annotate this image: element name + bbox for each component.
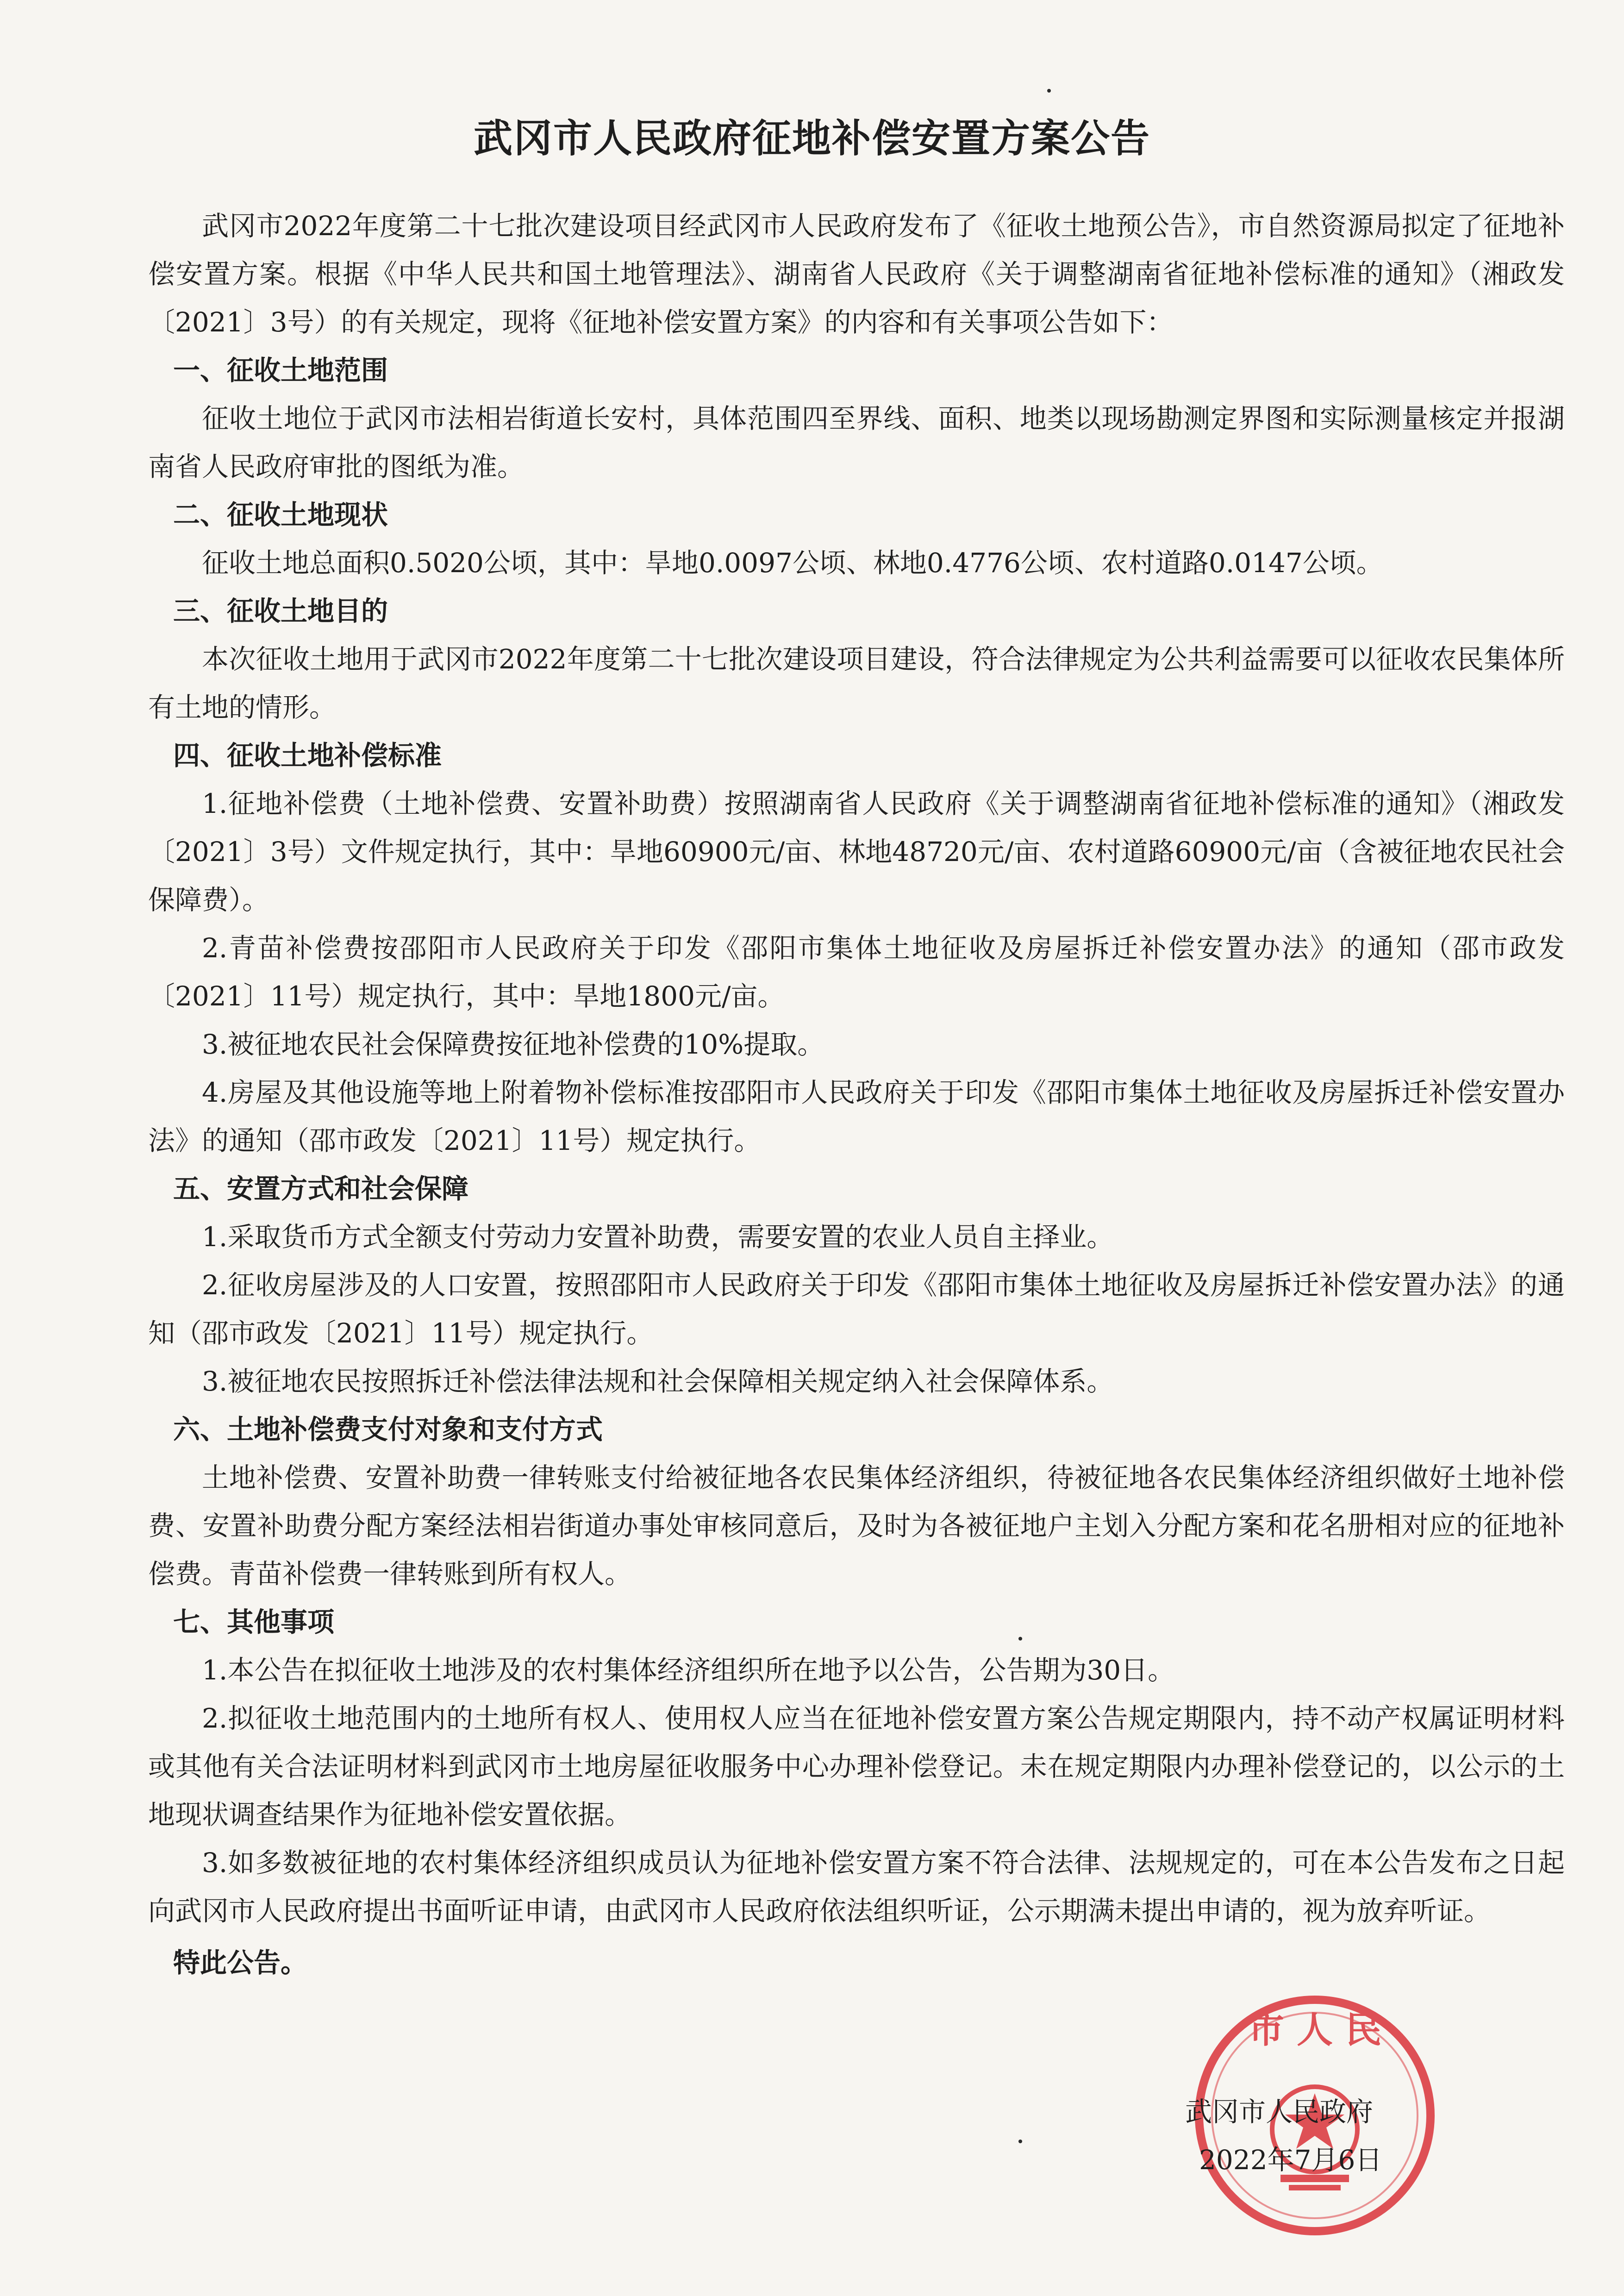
document-title: 武冈市人民政府征地补偿安置方案公告 bbox=[473, 116, 1150, 161]
intro-paragraph: 武冈市2022年度第二十七批次建设项目经武冈市人民政府发布了《征收土地预公告》，市自然资源局拟定了征地补偿安置方案。根据《中华人民共和国土地管理法》、湖南省人民政府《关于调整湖南省征地补偿标准的通知》（湘政发〔2021〕3号）的有关规定，现将《征地补偿安置方案》的内容和有关事项公告如下： bbox=[148, 210, 1565, 338]
section-4-paragraph-4: 4.房屋及其他设施等地上附着物补偿标准按邵阳市人民政府关于印发《邵阳市集体土地征收及房屋拆迁补偿安置办法》的通知（邵市政发〔2021〕11号）规定执行。 bbox=[148, 1077, 1565, 1156]
section-5-paragraph-2: 2.征收房屋涉及的人口安置，按照邵阳市人民政府关于印发《邵阳市集体土地征收及房屋拆迁补偿安置办法》的通知（邵市政发〔2021〕11号）规定执行。 bbox=[148, 1269, 1565, 1349]
section-7-paragraph-3: 3.如多数被征地的农村集体经济组织成员认为征地补偿安置方案不符合法律、法规规定的，可在本公告发布之日起向武冈市人民政府提出书面听证申请，由武冈市人民政府依法组织听证，公示期满未提出申请的，视为放弃听证。 bbox=[148, 1847, 1565, 1927]
section-5-paragraph-1: 1.采取货币方式全额支付劳动力安置补助费，需要安置的农业人员自主择业。 bbox=[202, 1221, 1114, 1253]
svg-text:市 人 民: 市 人 民 bbox=[1248, 2009, 1382, 2051]
section-4-paragraph-1: 1.征地补偿费（土地补偿费、安置补助费）按照湖南省人民政府《关于调整湖南省征地补偿标准的通知》（湘政发〔2021〕3号）文件规定执行，其中：旱地60900元/亩、林地48720元/亩、农村道路60900元/亩（含被征地农民社会保障费）。 bbox=[148, 788, 1565, 916]
scan-speck-1 bbox=[1047, 89, 1051, 93]
section-6-paragraph-1: 土地补偿费、安置补助费一律转账支付给被征地各农民集体经济组织，待被征地各农民集体经济组织做好土地补偿费、安置补助费分配方案经法相岩街道办事处审核同意后，及时为各被征地户主划入分配方案和花名册相对应的征地补偿费。青苗补偿费一律转账到所有权人。 bbox=[148, 1462, 1565, 1590]
signature-block bbox=[1185, 2088, 1382, 2184]
section-7-paragraph-2: 2.拟征收土地范围内的土地所有权人、使用权人应当在征地补偿安置方案公告规定期限内，持不动产权属证明材料或其他有关合法证明材料到武冈市土地房屋征收服务中心办理补偿登记。未在规定期限内办理补偿登记的，以公示的土地现状调查结果作为征地补偿安置依据。 bbox=[148, 1703, 1565, 1830]
section-heading-7: 七、其他事项 bbox=[173, 1606, 335, 1638]
document-body bbox=[148, 202, 1565, 1987]
section-5-paragraph-3: 3.被征地农民按照拆迁补偿法律法规和社会保障相关规定纳入社会保障体系。 bbox=[202, 1366, 1114, 1397]
section-3-paragraph-1: 本次征收土地用于武冈市2022年度第二十七批次建设项目建设，符合法律规定为公共利益需要可以征收农民集体所有土地的情形。 bbox=[148, 643, 1565, 723]
issue-date: 2022年7月6日 bbox=[1199, 2144, 1382, 2176]
section-4-paragraph-2: 2.青苗补偿费按邵阳市人民政府关于印发《邵阳市集体土地征收及房屋拆迁补偿安置办法》的通知（邵市政发〔2021〕11号）规定执行，其中：旱地1800元/亩。 bbox=[148, 932, 1565, 1012]
section-4-paragraph-3: 3.被征地农民社会保障费按征地补偿费的10%提取。 bbox=[202, 1029, 824, 1060]
section-7-paragraph-1: 1.本公告在拟征收土地涉及的农村集体经济组织所在地予以公告，公告期为30日。 bbox=[202, 1654, 1175, 1686]
section-heading-1: 一、征收土地范围 bbox=[173, 355, 388, 386]
section-heading-4: 四、征收土地补偿标准 bbox=[173, 740, 442, 771]
scan-speck-3 bbox=[1018, 2140, 1022, 2143]
section-heading-6: 六、土地补偿费支付对象和支付方式 bbox=[173, 1414, 603, 1445]
section-1-paragraph-1: 征收土地位于武冈市法相岩街道长安村，具体范围四至界线、面积、地类以现场勘测定界图和实际测量核定并报湖南省人民政府审批的图纸为准。 bbox=[148, 403, 1565, 482]
section-heading-5: 五、安置方式和社会保障 bbox=[173, 1173, 469, 1204]
closing-statement: 特此公告。 bbox=[173, 1947, 308, 1978]
section-2-paragraph-1: 征收土地总面积0.5020公顷，其中：旱地0.0097公顷、林地0.4776公顷、农村道路0.0147公顷。 bbox=[202, 547, 1383, 579]
issuer-name: 武冈市人民政府 bbox=[1185, 2096, 1374, 2128]
section-heading-3: 三、征收土地目的 bbox=[173, 595, 388, 627]
section-heading-2: 二、征收土地现状 bbox=[173, 499, 388, 530]
scan-speck-2 bbox=[1018, 1637, 1022, 1641]
